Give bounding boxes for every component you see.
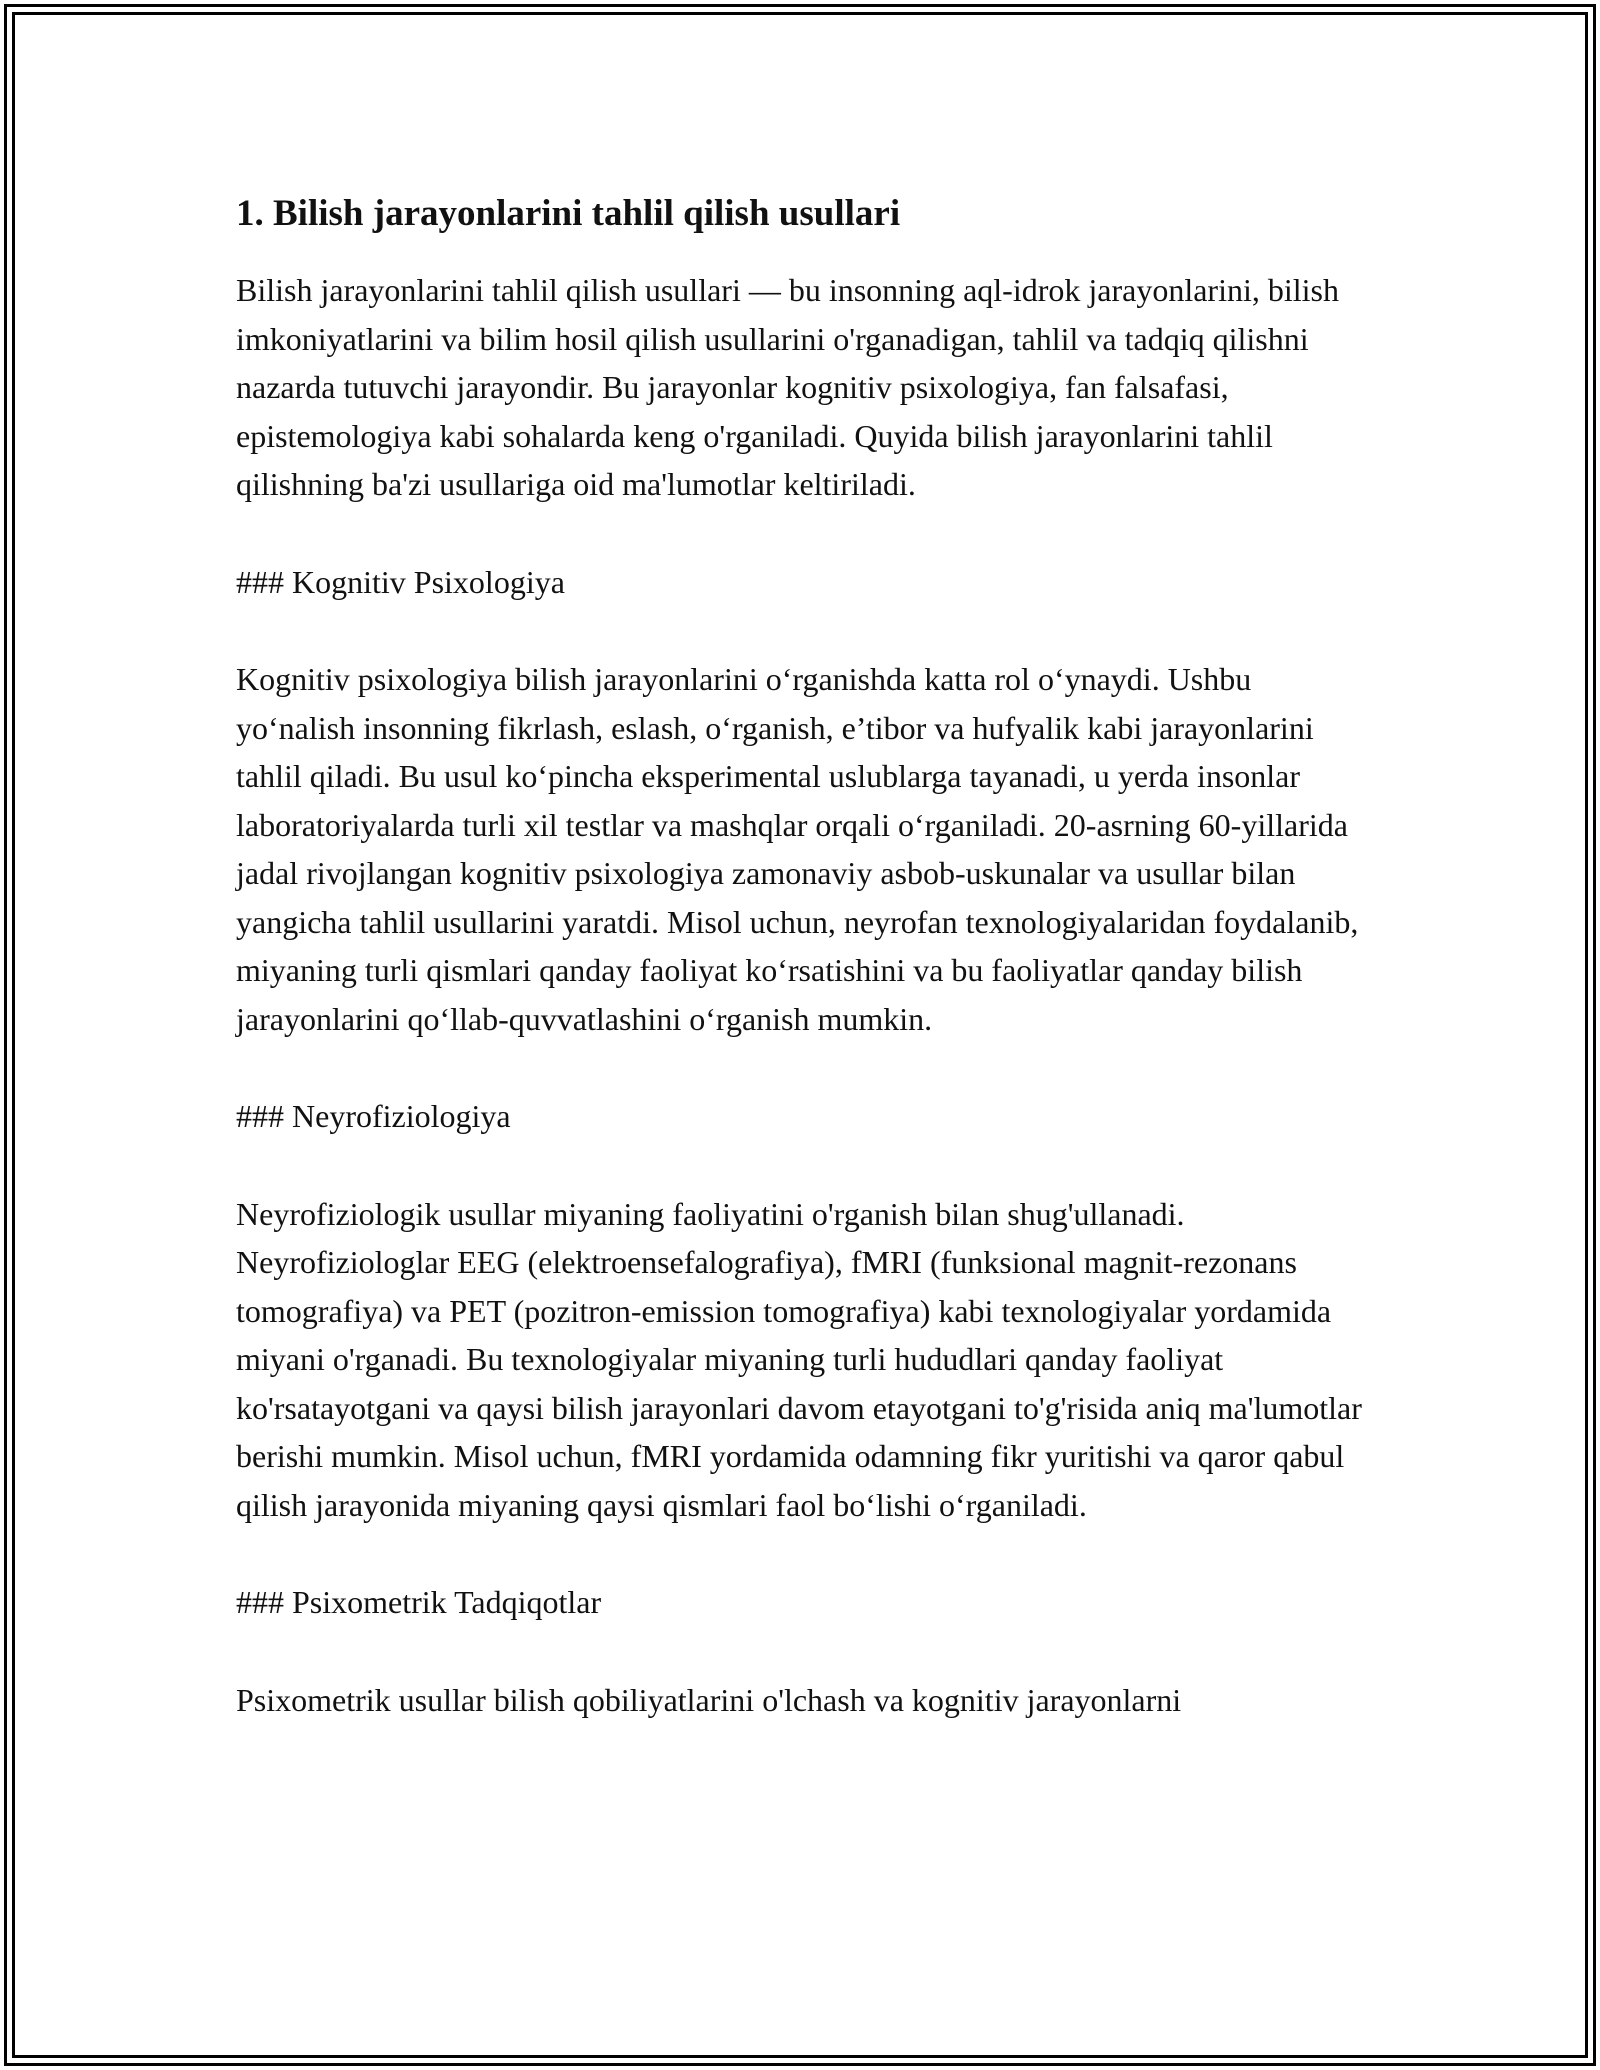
spacer bbox=[236, 1043, 1376, 1092]
section-heading-psixometrik: ### Psixometrik Tadqiqotlar bbox=[236, 1584, 602, 1620]
section-body-kognitiv: Kognitiv psixologiya bilish jarayonlarini o‘rganishda katta rol o‘ynaydi. Ushbu yo‘nalish insonning fikrlash, eslash, o‘rganish, e’tibor va hufyalik kabi jarayonlarini tahlil qiladi. Bu usul ko‘pincha eksperimental uslublarga tayanadi, u yerda insonlar laboratoriyalarda turli xil testlar va mashqlar orqali o‘rganiladi. 20-asrning 60-yillarida jadal rivojlangan kognitiv psixologiya zamonaviy asbob-uskunalar va usullar bilan yangicha tahlil usullarini yaratdi. Misol uchun, neyrofan texnologiyalaridan foydalanib, miyaning turli qismlari qanday faoliyat ko‘rsatishini va bu faoliyatlar qanday bilish jarayonlarini qo‘llab-quvvatlashini o‘rganish mumkin. bbox=[236, 661, 1359, 1037]
intro-paragraph: Bilish jarayonlarini tahlil qilish usullari — bu insonning aql-idrok jarayonlarini, bilish imkoniyatlarini va bilim hosil qilish usullarini o'rganadigan, tahlil va tadqiq qilishni nazarda tutuvchi jarayondir. Bu jarayonlar kognitiv psixologiya, fan falsafasi, epistemologiya kabi sohalarda keng o'rganiladi. Quyida bilish jarayonlarini tahlil qilishning ba'zi usullariga oid ma'lumotlar keltiriladi. bbox=[236, 272, 1339, 502]
document-body bbox=[236, 188, 1376, 1724]
section-body-neyrofiziologiya: Neyrofiziologik usullar miyaning faoliyatini o'rganish bilan shug'ullanadi. Neyrofiziologlar EEG (elektroensefalografiya), fMRI (funksional magnit-rezonans tomografiya) va PET (pozitron-emission tomografiya) kabi texnologiyalar yordamida miyani o'rganadi. Bu texnologiyalar miyaning turli hududlari qanday faoliyat ko'rsatayotgani va qaysi bilish jarayonlari davom etayotgani to'g'risida aniq ma'lumotlar berishi mumkin. Misol uchun, fMRI yordamida odamning fikr yuritishi va qaror qabul qilish jarayonida miyaning qaysi qismlari faol bo‘lishi o‘rganiladi. bbox=[236, 1195, 1362, 1523]
section-body-psixometrik: Psixometrik usullar bilish qobiliyatlarini o'lchash va kognitiv jarayonlarni bbox=[236, 1681, 1182, 1718]
document-title: 1. Bilish jarayonlarini tahlil qilish usullari bbox=[236, 193, 901, 234]
spacer bbox=[236, 509, 1376, 558]
spacer bbox=[236, 1141, 1376, 1190]
spacer bbox=[236, 606, 1376, 655]
spacer bbox=[236, 1627, 1376, 1676]
section-heading-kognitiv: ### Kognitiv Psixologiya bbox=[236, 563, 565, 600]
section-heading-neyrofiziologiya: ### Neyrofiziologiya bbox=[236, 1098, 511, 1134]
spacer bbox=[236, 1529, 1376, 1578]
